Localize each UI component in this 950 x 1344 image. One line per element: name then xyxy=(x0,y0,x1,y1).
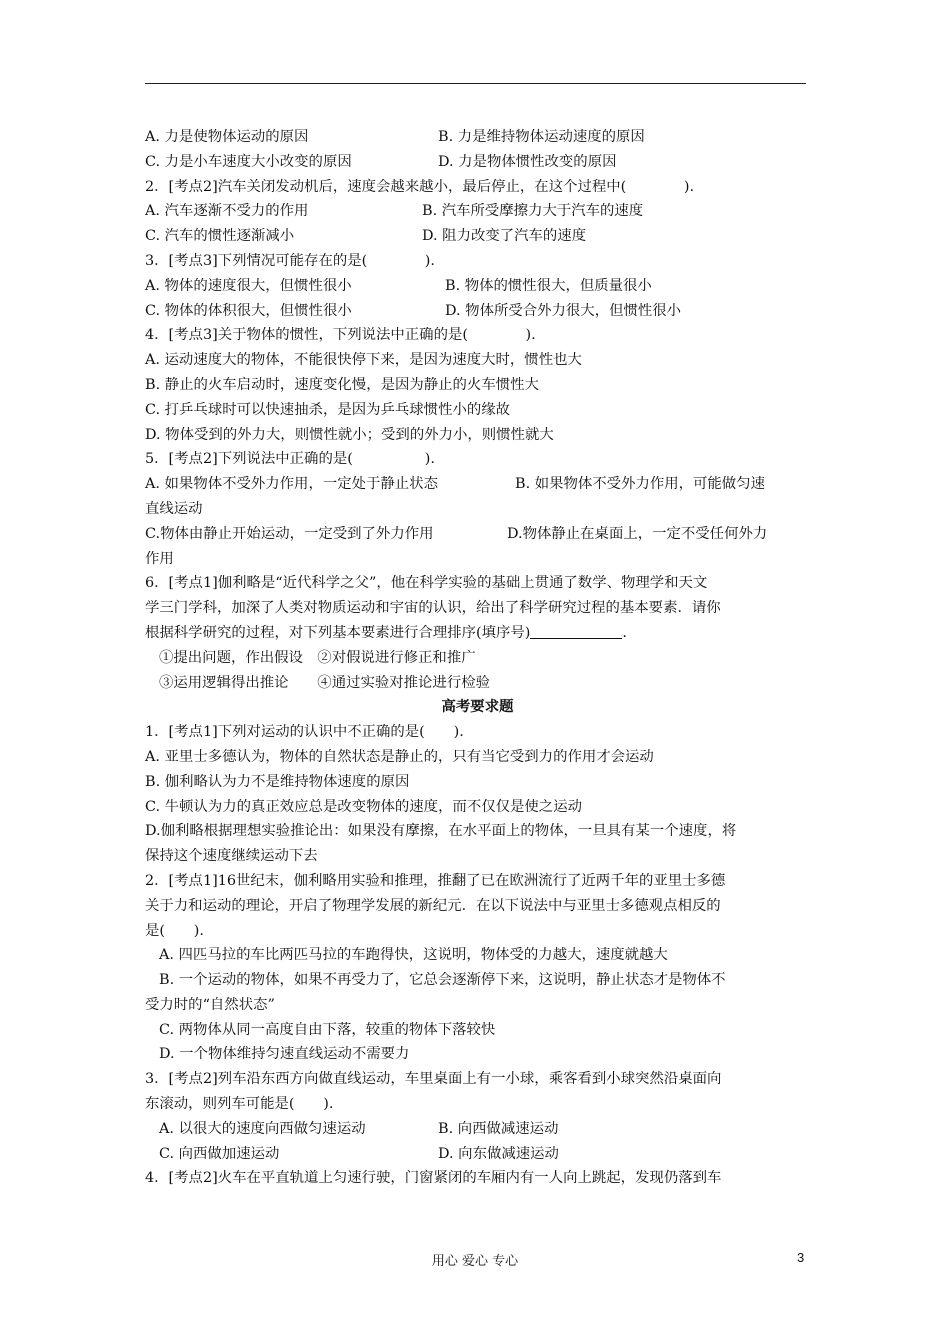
text-line xyxy=(145,596,810,621)
line-tail: . xyxy=(622,624,627,641)
text-line xyxy=(145,1092,810,1117)
text-line xyxy=(145,1018,810,1043)
line-text: C. 牛顿认为力的真正效应总是改变物体的速度，而不仅仅是使之运动 xyxy=(145,798,582,815)
line-text: C. 打乒乓球时可以快速抽杀，是因为乒乓球惯性小的缘故 xyxy=(145,401,511,418)
line-text: 3．[考点2]列车沿东西方向做直线运动，车里桌面上有一小球，乘客看到小球突然沿桌面向 xyxy=(145,1071,722,1088)
text-line xyxy=(145,348,810,373)
line-text: 6．[考点1]伽利略是“近代科学之父”，他在科学实验的基础上贯通了数学、物理学和天文 xyxy=(145,575,708,592)
option-left: C. 汽车的惯性逐渐减小 xyxy=(145,228,295,245)
text-line xyxy=(145,993,810,1018)
option-row xyxy=(145,472,810,497)
option-row xyxy=(145,274,810,299)
line-text: 1．[考点1]下列对运动的认识中不正确的是( ). xyxy=(145,724,464,741)
line-text: A. 亚里士多德认为，物体的自然状态是静止的，只有当它受到力的作用才会运动 xyxy=(145,748,654,765)
option-left: C.物体由静止开始运动，一定受到了外力作用 xyxy=(145,525,434,542)
line-text: D. 一个物体维持匀速直线运动不需要力 xyxy=(159,1046,410,1063)
option-right: B. 力是维持物体运动速度的原因 xyxy=(438,129,645,145)
line-text: B. 静止的火车启动时，速度变化慢，是因为静止的火车惯性大 xyxy=(145,376,539,393)
option-row xyxy=(145,150,810,175)
option-row xyxy=(145,299,810,324)
text-line xyxy=(145,869,810,894)
line-text: A. 四匹马拉的车比两匹马拉的车跑得快，这说明，物体受的力越大，速度就越大 xyxy=(159,947,668,964)
text-line xyxy=(145,795,810,820)
line-text: 学三门学科，加深了人类对物质运动和宇宙的认识，给出了科学研究过程的基本要素．请你 xyxy=(145,600,721,617)
text-line xyxy=(145,720,810,745)
text-line xyxy=(145,621,810,646)
line-text: 5．[考点2]下列说法中正确的是( ). xyxy=(145,451,435,468)
line-text: 作用 xyxy=(145,550,174,567)
text-line xyxy=(145,919,810,944)
line-text: 保持这个速度继续运动下去 xyxy=(145,848,318,865)
option-right: B. 如果物体不受外力作用，可能做匀速 xyxy=(515,476,765,493)
line-text: 关于力和运动的理论，开启了物理学发展的新纪元．在以下说法中与亚里士多德观点相反的 xyxy=(145,897,721,914)
header-rule xyxy=(145,83,806,84)
text-line xyxy=(145,770,810,795)
line-text: 4．[考点2]火车在平直轨道上匀速行驶，门窗紧闭的车厢内有一人向上跳起，发现仍落到车 xyxy=(145,1170,722,1187)
line-text: 东滚动，则列车可能是( ). xyxy=(145,1096,334,1113)
option-row xyxy=(145,1142,810,1167)
option-row xyxy=(145,199,810,224)
line-text: 4．[考点3]关于物体的惯性，下列说法中正确的是( ). xyxy=(145,327,536,344)
option-right: D. 阻力改变了汽车的速度 xyxy=(422,228,587,245)
document-body xyxy=(145,125,810,1191)
text-line xyxy=(145,447,810,472)
text-line xyxy=(145,373,810,398)
option-right: B. 物体的惯性很大，但质量很小 xyxy=(445,277,652,294)
line-text: 直线运动 xyxy=(145,500,203,517)
text-line xyxy=(145,175,810,200)
option-right: D.物体静止在桌面上，一定不受任何外力 xyxy=(507,525,768,542)
text-line xyxy=(145,423,810,448)
text-line xyxy=(145,1067,810,1092)
line-text: ③运用逻辑得出推论 ④通过实验对推论进行检验 xyxy=(159,674,490,691)
text-line xyxy=(145,547,810,572)
line-text: 2．[考点1]16世纪末，伽利略用实验和推理，推翻了已在欧洲流行了近两千年的亚里士多德 xyxy=(145,872,726,889)
text-line xyxy=(145,249,810,274)
option-row xyxy=(145,125,810,150)
line-text: A. 运动速度大的物体，不能很快停下来，是因为速度大时，惯性也大 xyxy=(145,352,582,369)
line-text: B. 一个运动的物体，如果不再受力了，它总会逐渐停下来，这说明，静止状态才是物体不 xyxy=(159,972,726,989)
option-right: B. 向西做减速运动 xyxy=(438,1120,559,1137)
text-line xyxy=(145,745,810,770)
option-left: C. 力是小车速度大小改变的原因 xyxy=(145,153,352,170)
text-line xyxy=(145,671,810,696)
text-line xyxy=(145,819,810,844)
section-heading: 高考要求题 xyxy=(441,698,514,716)
line-text: ①提出问题，作出假设 ②对假说进行修正和推广 xyxy=(159,649,476,666)
option-row xyxy=(145,522,810,547)
line-text: 受力时的“自然状态” xyxy=(145,996,275,1013)
option-row xyxy=(145,224,810,249)
line-text: C. 两物体从同一高度自由下落，较重的物体下落较快 xyxy=(159,1021,496,1038)
text-line xyxy=(145,323,810,348)
line-text: D. 物体受到的外力大，则惯性就小；受到的外力小，则惯性就大 xyxy=(145,426,554,443)
line-text: 根据科学研究的过程，对下列基本要素进行合理排序(填序号) xyxy=(145,624,531,641)
text-line xyxy=(145,398,810,423)
text-line xyxy=(145,968,810,993)
option-left: A. 物体的速度很大，但惯性很小 xyxy=(145,277,352,294)
option-left: C. 物体的体积很大，但惯性很小 xyxy=(145,302,352,319)
text-line xyxy=(145,1166,810,1191)
option-left: A. 如果物体不受外力作用，一定处于静止状态 xyxy=(145,476,438,493)
text-line xyxy=(145,646,810,671)
text-line xyxy=(145,844,810,869)
text-line xyxy=(145,571,810,596)
text-line xyxy=(145,1042,810,1067)
line-text: 是( ). xyxy=(145,922,204,939)
option-right: D. 物体所受合外力很大，但惯性很小 xyxy=(445,302,682,319)
option-left: A. 以很大的速度向西做匀速运动 xyxy=(159,1120,366,1137)
text-line xyxy=(145,497,810,522)
option-left: C. 向西做加速运动 xyxy=(159,1145,280,1162)
line-text: 3．[考点3]下列情况可能存在的是( ). xyxy=(145,252,435,269)
option-right: B. 汽车所受摩擦力大于汽车的速度 xyxy=(422,203,644,220)
line-text: D.伽利略根据理想实验推论出：如果没有摩擦，在水平面上的物体，一旦具有某一个速度，将 xyxy=(145,823,737,840)
option-right: D. 力是物体惯性改变的原因 xyxy=(438,153,617,170)
line-text: 2．[考点2]汽车关闭发动机后，速度会越来越小，最后停止，在这个过程中( ). xyxy=(145,178,695,195)
text-line xyxy=(145,894,810,919)
option-right: D. 向东做减速运动 xyxy=(438,1145,559,1162)
footer-motto: 用心 爱心 专心 xyxy=(431,1254,519,1269)
option-left: A. 力是使物体运动的原因 xyxy=(145,129,309,145)
page-number: 3 xyxy=(797,1250,805,1265)
answer-blank[interactable] xyxy=(530,624,622,639)
line-text: B. 伽利略认为力不是维持物体速度的原因 xyxy=(145,773,410,790)
text-line xyxy=(145,943,810,968)
option-row xyxy=(145,1117,810,1142)
option-left: A. 汽车逐渐不受力的作用 xyxy=(145,203,309,220)
